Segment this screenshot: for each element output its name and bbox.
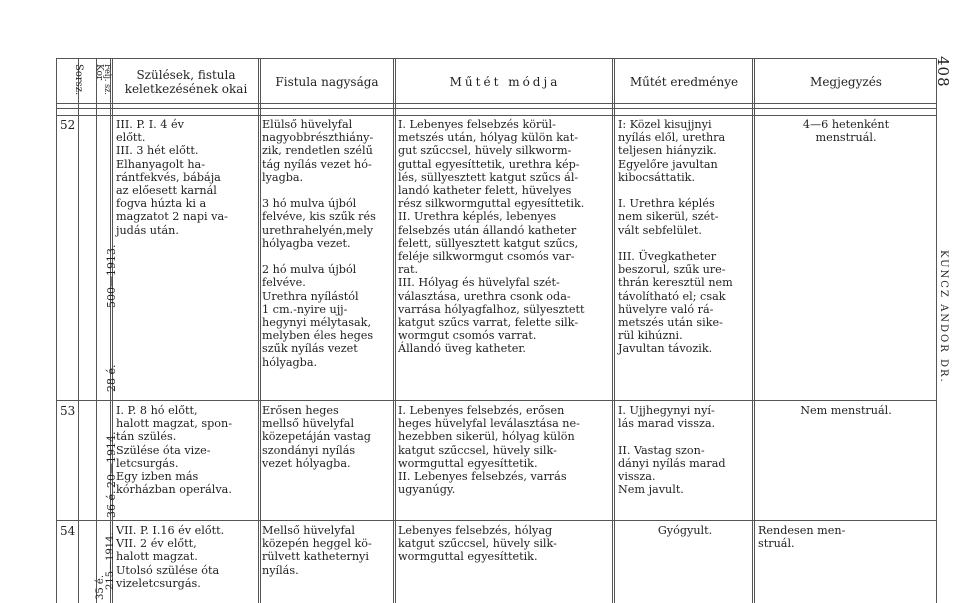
header-fistula: Fistula nagysága [275, 75, 379, 89]
row-fistula: Elülső hüvelyfal nagyobbrészthiány- zik, rendetlen szélű tág nyílás vezet hó- lyagba. 3 hó mulva újból felvéve, kis szűk rés urethrahelyén,mely hólyagba vezet. 2 hó mulva újból felvéve. Urethra nyílástól 1 cm.-nyire ujj- hegynyi mélytasak, melyben éles heges szűk nyílás vezet hólyagba. [262, 118, 376, 369]
header-eredmeny: Műtét eredménye [629, 75, 739, 89]
row-mutet: I. Lebenyes felsebzés, erősen heges hüvelyfal leválasztása ne- hezebben sikerül, hólyag külön katgut szűccsel, hüvely silk- wormguttal egyesíttetik. II. Lebenyes felsebzés, varrás ugyanúgy. [398, 404, 580, 497]
row-kor: 20—1914. [105, 431, 118, 488]
row-megjegyzes: Nem menstruál. [800, 404, 892, 417]
row-szulesek: VII. P. I.16 év előtt. VII. 2 év előtt, halott magzat. Utolsó szülése óta vizeletcsurgás. [116, 524, 225, 590]
row-kor: 215—1914. [105, 532, 116, 590]
row-number: 54 [60, 524, 76, 538]
row-kor-age: 28 é. [105, 364, 118, 392]
header-sorsz: Sorsz. [73, 64, 84, 96]
header-szulesek: Szülések, fistula keletkezésének okai [124, 68, 248, 96]
row-szulesek: I. P. 8 hó előtt, halott magzat, spon- tán szülés. Szülése óta vize- letcsurgás. Egy izben más kórházban operálva. [116, 404, 232, 497]
page-number: 408 [934, 56, 952, 88]
row-megjegyzes: 4—6 hetenként menstruál. [802, 118, 890, 145]
row-number: 53 [60, 404, 76, 418]
row-szulesek: III. P. I. 4 év előtt. III. 3 hét előtt. Elhanyagolt ha- rántfekvés, bábája az előesett karnál fogva húzta ki a magzatot 2 napi va- judás után. [116, 118, 228, 237]
row-mutet: I. Lebenyes felsebzés körül- metszés után, hólyag külön kat- gut szűccsel, hüvely silkworm- guttal egyesíttetik, urethra kép- lés, süllyesztett katgut szűcs ál- landó katheter felett, hüvelyes rész silkwormguttal egyesíttetik. II. Urethra képlés, lebenyes felsebzés után állandó katheter felett, süllyesztett katgut szűcs, feléje silkwormgut csomós var- rat. III. Hólyag és hüvelyfal szét- választása, urethra csonk oda- varrása hólyagfalhoz, sülyesztett katgut szűcs varrat, felette silk- wormgut csomós varrat. Állandó üveg katheter. [398, 118, 585, 356]
header-mutet-modja: Műtét módja [449, 75, 561, 89]
row-eredmeny: Gyógyult. [657, 524, 713, 537]
side-note: KUNCZ ANDOR DR. [938, 250, 949, 384]
row-kor: 500—1913. [105, 244, 118, 308]
header-kor: Kor [94, 64, 104, 81]
header-felj: Felj. sz. [103, 64, 112, 95]
row-number: 52 [60, 118, 76, 132]
row-eredmeny: I. Ujjhegynyi nyí- lás marad vissza. II. Vastag szon- dányi nyílás marad vissza. Nem javult. [618, 404, 726, 497]
row-fistula: Mellső hüvelyfal közepén heggel kö- rülvett katheternyi nyílás. [262, 524, 372, 577]
row-kor-age: 35 é. [95, 575, 106, 600]
header-megjegyzes: Megjegyzés [810, 75, 882, 89]
row-eredmeny: I: Közel kisujjnyi nyílás elől, urethra teljesen hiányzik. Egyelőre javultan kibocsáttatik. I. Urethra képlés nem sikerül, szét- vált sebfelület. III. Üvegkatheter beszorul, szűk ure- thrán keresztül nem távolítható el; csak hüvelyre való rá- metszés után sike- rül kihúzni. Javultan távozik. [618, 118, 733, 356]
row-fistula: Erősen heges mellső hüvelyfal közepetáján vastag szondányi nyílás vezet hólyagba. [262, 404, 371, 470]
row-megjegyzes: Rendesen men- struál. [758, 524, 846, 551]
row-kor-age: 36 é. [105, 490, 118, 518]
row-mutet: Lebenyes felsebzés, hólyag katgut szűccsel, hüvely silk- wormguttal egyesíttetik. [398, 524, 557, 564]
